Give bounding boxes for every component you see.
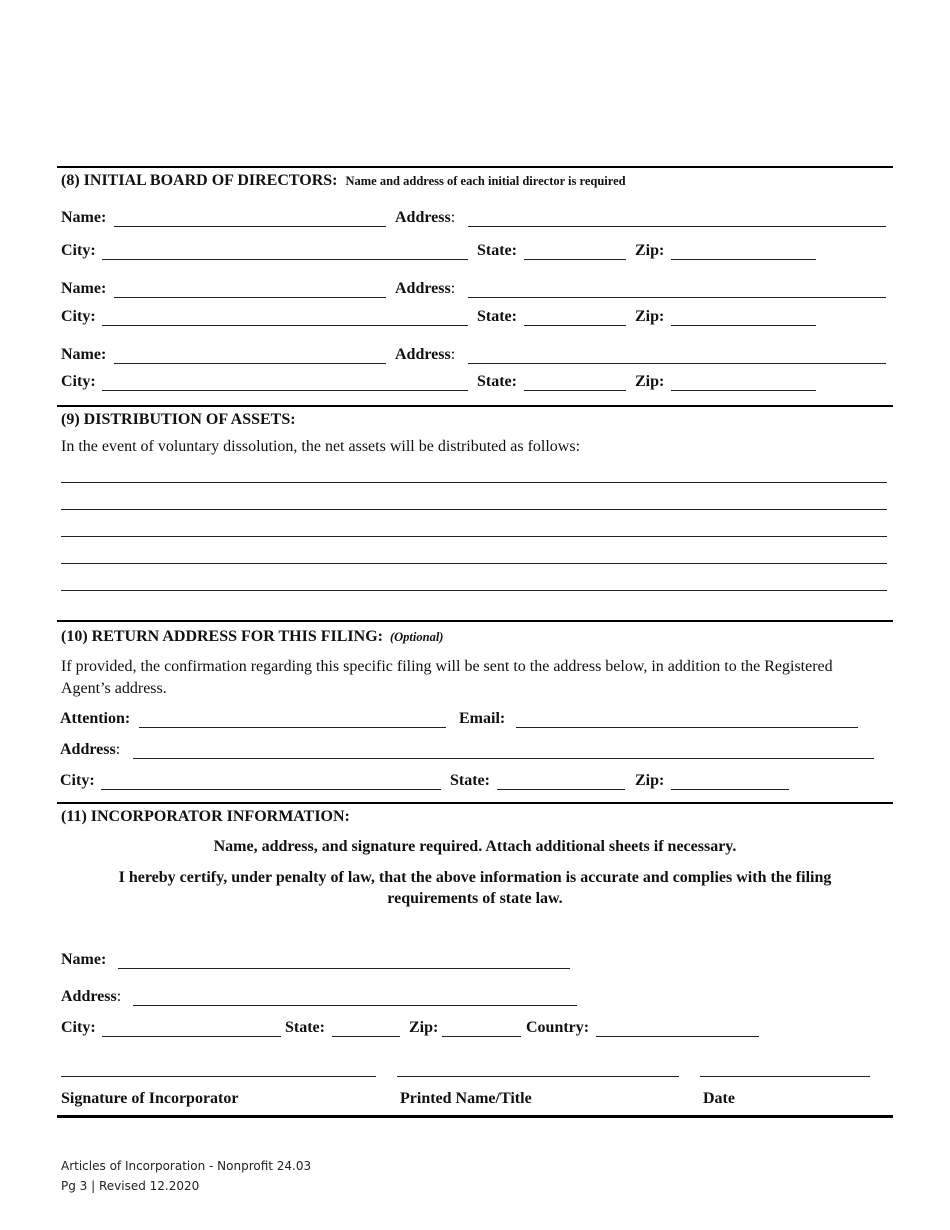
section-11-certify-line-1: I hereby certify, under penalty of law, that the above information is accurate and complies with the filing bbox=[118, 869, 832, 886]
director-3-address-label: Address: bbox=[395, 346, 456, 363]
printed-name-label: Printed Name/Title bbox=[400, 1090, 532, 1107]
director-3-state-field[interactable] bbox=[524, 390, 626, 391]
incorporator-country-label: Country: bbox=[526, 1019, 590, 1036]
return-city-label: City: bbox=[60, 772, 95, 789]
return-address-field[interactable] bbox=[133, 758, 874, 759]
director-3-name-label: Name: bbox=[61, 346, 107, 363]
signature-label: Signature of Incorporator bbox=[61, 1090, 239, 1107]
assets-line-5[interactable] bbox=[61, 590, 887, 591]
section-10-text-line-1: If provided, the confirmation regarding this specific filing will be sent to the address below, in addition to the Registered bbox=[61, 658, 833, 675]
signature-field[interactable] bbox=[61, 1076, 376, 1077]
section-11-bottom-rule bbox=[57, 1115, 893, 1118]
section-11-title: (11) INCORPORATOR INFORMATION: bbox=[61, 808, 350, 825]
section-11-certify-line-2: requirements of state law. bbox=[387, 890, 563, 907]
section-10-top-rule bbox=[57, 620, 893, 622]
section-8-title: (8) INITIAL BOARD OF DIRECTORS: bbox=[61, 172, 338, 189]
director-3-name-field[interactable] bbox=[114, 363, 386, 364]
date-label: Date bbox=[703, 1090, 735, 1107]
section-10-header bbox=[61, 628, 443, 646]
director-2-zip-field[interactable] bbox=[671, 325, 816, 326]
printed-name-field[interactable] bbox=[397, 1076, 679, 1077]
incorporator-name-field[interactable] bbox=[118, 968, 570, 969]
incorporator-name-label: Name: bbox=[61, 951, 107, 968]
director-2-state-field[interactable] bbox=[524, 325, 626, 326]
incorporator-city-field[interactable] bbox=[102, 1036, 281, 1037]
date-field[interactable] bbox=[700, 1076, 870, 1077]
director-1-city-field[interactable] bbox=[102, 259, 468, 260]
footer-page-info: Pg 3 | Revised 12.2020 bbox=[61, 1179, 200, 1193]
director-1-zip-field[interactable] bbox=[671, 259, 816, 260]
return-zip-field[interactable] bbox=[671, 789, 789, 790]
section-9-title: (9) DISTRIBUTION OF ASSETS: bbox=[61, 411, 296, 428]
section-10-optional: (Optional) bbox=[389, 630, 444, 644]
incorporator-country-field[interactable] bbox=[596, 1036, 759, 1037]
section-10-text-line-2: Agent’s address. bbox=[61, 680, 167, 697]
director-3-state-label: State: bbox=[477, 373, 517, 390]
director-2-name-field[interactable] bbox=[114, 297, 386, 298]
section-8-subtitle: Name and address of each initial director is required bbox=[345, 174, 626, 188]
director-1-state-field[interactable] bbox=[524, 259, 626, 260]
director-2-name-label: Name: bbox=[61, 280, 107, 297]
section-8-header bbox=[61, 172, 626, 190]
incorporator-state-field[interactable] bbox=[332, 1036, 400, 1037]
assets-line-2[interactable] bbox=[61, 509, 887, 510]
assets-line-4[interactable] bbox=[61, 563, 887, 564]
section-11-instruction: Name, address, and signature required. Attach additional sheets if necessary. bbox=[213, 838, 737, 855]
return-email-field[interactable] bbox=[516, 727, 858, 728]
return-attention-field[interactable] bbox=[139, 727, 446, 728]
director-2-city-field[interactable] bbox=[102, 325, 468, 326]
director-2-zip-label: Zip: bbox=[635, 308, 665, 325]
return-state-label: State: bbox=[450, 772, 490, 789]
assets-line-1[interactable] bbox=[61, 482, 887, 483]
section-9-top-rule bbox=[57, 405, 893, 407]
section-8-top-rule bbox=[57, 166, 893, 168]
director-1-address-label: Address: bbox=[395, 209, 456, 226]
incorporator-address-label: Address: bbox=[61, 988, 122, 1005]
director-2-address-field[interactable] bbox=[468, 297, 886, 298]
director-2-address-label: Address: bbox=[395, 280, 456, 297]
incorporator-state-label: State: bbox=[285, 1019, 325, 1036]
section-9-text: In the event of voluntary dissolution, the net assets will be distributed as follows: bbox=[61, 438, 581, 455]
section-10-title: (10) RETURN ADDRESS FOR THIS FILING: bbox=[61, 628, 383, 645]
incorporator-city-label: City: bbox=[61, 1019, 96, 1036]
return-state-field[interactable] bbox=[497, 789, 625, 790]
director-1-state-label: State: bbox=[477, 242, 517, 259]
director-3-zip-label: Zip: bbox=[635, 373, 665, 390]
footer-form-name: Articles of Incorporation - Nonprofit 24.03 bbox=[61, 1159, 312, 1173]
director-1-address-field[interactable] bbox=[468, 226, 886, 227]
return-attention-label: Attention: bbox=[60, 710, 131, 727]
return-city-field[interactable] bbox=[101, 789, 441, 790]
director-1-name-label: Name: bbox=[61, 209, 107, 226]
assets-line-3[interactable] bbox=[61, 536, 887, 537]
director-3-address-field[interactable] bbox=[468, 363, 886, 364]
director-1-zip-label: Zip: bbox=[635, 242, 665, 259]
incorporator-zip-label: Zip: bbox=[409, 1019, 439, 1036]
section-11-top-rule bbox=[57, 802, 893, 804]
incorporator-address-field[interactable] bbox=[133, 1005, 577, 1006]
director-3-zip-field[interactable] bbox=[671, 390, 816, 391]
director-1-name-field[interactable] bbox=[114, 226, 386, 227]
director-3-city-field[interactable] bbox=[102, 390, 468, 391]
return-email-label: Email: bbox=[459, 710, 506, 727]
return-address-label: Address: bbox=[60, 741, 121, 758]
incorporator-zip-field[interactable] bbox=[442, 1036, 521, 1037]
director-3-city-label: City: bbox=[61, 373, 96, 390]
return-zip-label: Zip: bbox=[635, 772, 665, 789]
director-2-city-label: City: bbox=[61, 308, 96, 325]
director-1-city-label: City: bbox=[61, 242, 96, 259]
director-2-state-label: State: bbox=[477, 308, 517, 325]
